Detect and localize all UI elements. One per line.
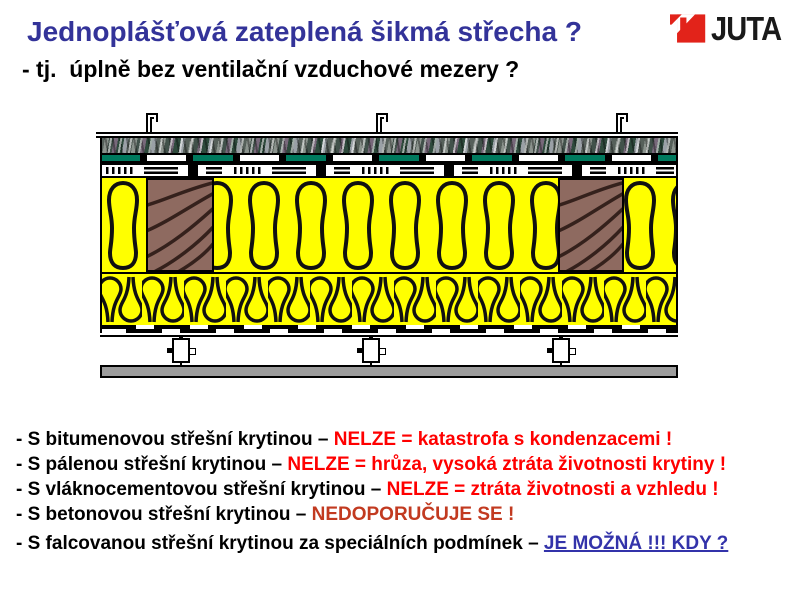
- juta-logo-icon: [670, 12, 706, 45]
- page-title: Jednoplášťová zateplená šikmá střecha ?: [27, 16, 582, 47]
- green-membrane-layer: [100, 153, 678, 163]
- bullet-verdict: NELZE = ztráta životnosti a vzhledu !: [386, 479, 719, 500]
- bullet-lead: - S bitumenovou střešní krytinou –: [16, 429, 334, 450]
- bullet-verdict: NELZE = hrůza, vysoká ztráta životnosti krytiny !: [287, 454, 727, 475]
- ceiling-hanger: [552, 338, 570, 363]
- bullet-lead: - S betonovou střešní krytinou –: [16, 504, 312, 525]
- wooden-rafter: [146, 178, 214, 272]
- juta-logo: [670, 12, 791, 45]
- bullet-standing-seam: [16, 531, 728, 556]
- diagram-right-edge: [676, 138, 678, 333]
- vapour-barrier-layer: [100, 325, 678, 333]
- juta-logo-text: JUTA: [711, 10, 782, 47]
- roof-cross-section-diagram: [100, 110, 678, 382]
- bullet-verdict: NEDOPORUČUJE SE !: [311, 504, 515, 525]
- bullet-lead: - S pálenou střešní krytinou –: [16, 454, 288, 475]
- foil-bottom-line: [100, 335, 678, 337]
- bullet-verdict: JE MOŽNÁ !!! KDY ?: [543, 533, 729, 554]
- wooden-rafter: [558, 178, 624, 272]
- page-subtitle: - tj. úplně bez ventilační vzduchové mezery ?: [22, 56, 520, 82]
- bullet-lead: - S falcovanou střešní krytinou za speciálních podmínek –: [16, 533, 544, 554]
- diagram-left-edge: [100, 138, 102, 333]
- bullet-verdict: NELZE = katastrofa s kondenzacemi !: [333, 429, 673, 450]
- ceiling-hanger: [172, 338, 190, 363]
- wood-boarding-layer: [100, 163, 678, 178]
- bullet-lead: - S vláknocementovou střešní krytinou –: [16, 479, 387, 500]
- verdict-list: [16, 427, 728, 556]
- bullet-clay-tile: [16, 452, 728, 477]
- bullet-fibre-cement: [16, 477, 728, 502]
- ceiling-hanger: [362, 338, 380, 363]
- plasterboard-ceiling-layer: [100, 365, 678, 378]
- insulation-under-rafters: [100, 272, 678, 325]
- bullet-concrete: [16, 502, 728, 527]
- bullet-bitumen: [16, 427, 728, 452]
- structured-mat-layer: [100, 138, 678, 153]
